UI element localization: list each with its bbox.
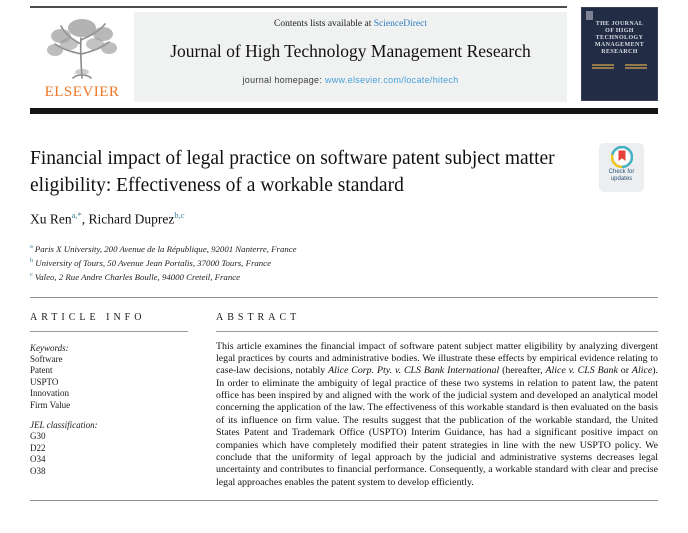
abstract-column (216, 298, 658, 489)
author-separator: , (81, 211, 89, 227)
abstract-text (216, 341, 658, 489)
keyword: Patent (30, 365, 53, 376)
crossmark-label-line1: Check for (608, 169, 635, 175)
jel-code: G30 (30, 431, 46, 442)
title-block (30, 145, 658, 199)
cover-title (582, 21, 657, 56)
elsevier-logo (30, 12, 134, 102)
keyword: Innovation (30, 388, 69, 399)
author-name: Richard Duprez (88, 211, 175, 227)
article-title-line2: eligibility: Effectiveness of a workable standard (30, 175, 404, 196)
elsevier-wordmark: ELSEVIER (44, 84, 120, 100)
journal-cover-thumbnail (581, 7, 658, 101)
article-title-line1: Financial impact of legal practice on software patent subject matter (30, 148, 555, 169)
affiliation-text: Valeo, 2 Rue Andre Charles Boulle, 94000 Creteil, France (34, 272, 241, 283)
cover-editor-lines (582, 64, 657, 70)
author-affiliation-link[interactable]: a,* (71, 210, 82, 220)
article-info-column (30, 298, 216, 489)
affiliations (30, 241, 658, 284)
abstract-case-citation: Alice v. CLS Bank (545, 365, 618, 377)
jel-code: O38 (30, 465, 46, 476)
cover-title-line: RESEARCH (601, 49, 638, 55)
abstract-case-citation: Alice (631, 365, 653, 377)
affiliation-line (30, 269, 658, 283)
abstract-segment: or (617, 365, 632, 377)
article-info-rule (30, 331, 188, 332)
article-title (30, 145, 586, 199)
abstract-rule (216, 331, 658, 332)
cover-editor-block (625, 64, 647, 70)
affiliation-text: Paris X University, 200 Avenue de la République, 92001 Nanterre, France (34, 243, 297, 254)
keyword: USPTO (30, 376, 59, 387)
cover-editor-block (592, 64, 614, 70)
abstract-segment: ). In order to eliminate the ambiguity of legal practice of these two systems in relation to patent law, the patent office has been inspired by and aligned with the work of the judicial system and developed an analytical model concerning the application of the law. The effectiveness of this workable standard is then evaluated on the basis of its influence on firm value. The results suggest that the publication of the workable standard, the United States Patent and Trademark Office (USPTO) Interim Guidance, has had a significant positive impact on companies which have completely modified their patent strategies in line with the new USPTO policy. We conclude that the uniformity of legal approach by the judicial and administrative systems decreases legal uncertainty and contributes to financial performance. Consequently, a workable standard with clear and precise legal approaches enables the patent system to develop efficiently. (216, 365, 658, 488)
crossmark-label (599, 169, 644, 183)
cover-title-line: MANAGEMENT (594, 42, 645, 48)
keywords-label: Keywords: (30, 342, 69, 353)
jel-code: D22 (30, 442, 46, 453)
elsevier-tree-icon (30, 14, 134, 86)
contents-line (134, 19, 567, 29)
cover-publisher-mark-icon (586, 11, 593, 20)
affiliation-marker: c (30, 271, 33, 279)
crossmark-icon (599, 146, 644, 168)
affiliation-text: University of Tours, 50 Avenue Jean Portalis, 37000 Tours, France (35, 257, 271, 268)
abstract-segment: (hereafter, (499, 365, 546, 377)
cover-title-line: TECHNOLOGY (595, 35, 644, 41)
header-divider-bar (30, 108, 658, 114)
journal-header (30, 6, 658, 102)
affiliation-line (30, 255, 658, 269)
affiliation-line (30, 241, 658, 255)
homepage-line (134, 75, 567, 85)
affiliation-marker: b (30, 256, 34, 264)
jel-code: O34 (30, 454, 46, 465)
cover-title-line: OF HIGH (605, 28, 634, 34)
author-line (30, 210, 658, 228)
homepage-prefix: journal homepage: (242, 75, 323, 85)
abstract-segment: This article examines the financial impact of software patent subject matter eligibility by analyzing divergent legal practices by courts and administrative bodies. We illustrate these effects by empirical evidence relating to case-law decisions, notably (216, 340, 658, 377)
journal-homepage-link[interactable]: www.elsevier.com/locate/hitech (324, 75, 459, 85)
author-affiliation-link[interactable]: b,c (174, 210, 185, 220)
check-for-updates-badge[interactable] (599, 143, 644, 192)
info-abstract-columns (30, 298, 658, 489)
bottom-divider (30, 500, 658, 501)
article-info-heading: ARTICLE INFO (30, 311, 146, 323)
journal-masthead (134, 12, 567, 102)
contents-prefix: Contents lists available at (273, 19, 372, 29)
journal-header-banner (30, 6, 567, 102)
cover-title-line: THE JOURNAL (595, 21, 644, 27)
abstract-heading: ABSTRACT (216, 311, 301, 323)
sciencedirect-link[interactable]: ScienceDirect (373, 19, 427, 29)
affiliation-marker: a (30, 242, 33, 250)
abstract-case-citation: Alice Corp. Pty. v. CLS Bank International (328, 365, 500, 377)
journal-name: Journal of High Technology Management Research (170, 41, 531, 61)
crossmark-label-line2: updates (610, 176, 633, 182)
jel-classification-label: JEL classification: (30, 420, 98, 431)
keyword: Firm Value (30, 399, 71, 410)
author-name: Xu Ren (30, 211, 72, 227)
keyword: Software (30, 353, 63, 364)
